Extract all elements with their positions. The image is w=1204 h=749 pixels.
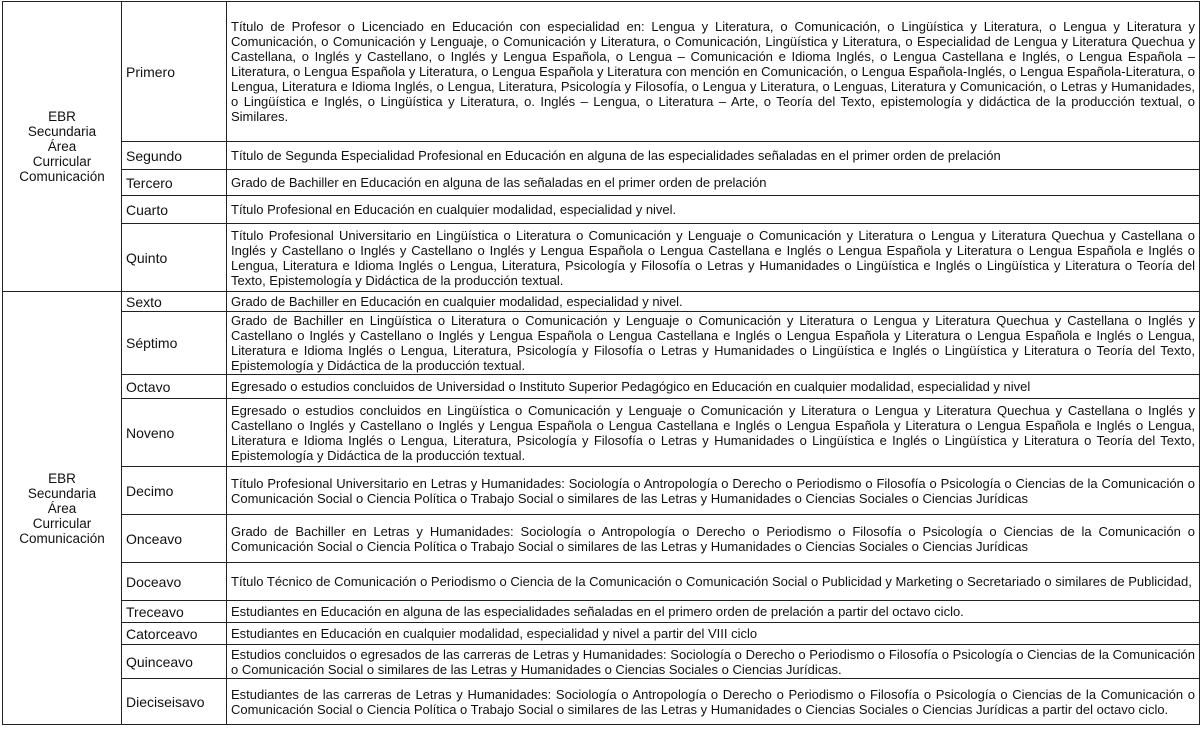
requirement-cell: Estudios concluidos o egresados de las carreras de Letras y Humanidades: Sociología o Derecho o Periodismo o Filosofía o Psicología o Ciencias de la Comunicación o Comunicación Social o similares de las Letras y Humanidades o Ciencias Sociales o Ciencias Jurídicas. [227,645,1200,679]
group-label-line: Curricular [32,154,92,169]
table-row [3,623,1200,645]
table-row [3,170,1200,196]
order-cell: Doceavo [122,563,227,601]
requirement-cell: Título Profesional en Educación en cualquier modalidad, especialidad y nivel. [227,196,1200,224]
order-cell: Onceavo [122,515,227,563]
group-label [3,2,122,292]
order-cell: Treceavo [122,601,227,623]
table-row [3,601,1200,623]
group-label-line: Secundaria [27,485,97,501]
order-cell: Noveno [122,399,227,467]
group-label-line: EBR [48,109,76,124]
table-row [3,224,1200,292]
table-row [3,375,1200,399]
requirement-cell: Título Técnico de Comunicación o Periodismo o Ciencia de la Comunicación o Comunicación Social o Publicidad y Marketing o Secretariado o similares de Publicidad, [227,563,1200,601]
order-cell: Sexto [122,292,227,312]
group-label [3,292,122,725]
requirement-cell: Estudiantes en Educación en cualquier modalidad, especialidad y nivel a partir del VIII ciclo [227,623,1200,645]
requirement-cell: Título Profesional Universitario en Lingüística o Literatura o Comunicación y Lenguaje o Comunicación y Literatura o Lengua y Literatura Quechua y Castellana o Inglés y Castellano o Inglés y Castellano o Inglés y Lengua Española o Lengua Castellana e Inglés o Lengua Española y Literatura o Lengua Española e Inglés o Lengua, Literatura e Idioma Inglés o Lengua, Literatura, Psicología y Filosofía o Letras y Humanidades o Lingüística e Inglés o Lingüística y Literatura o Teoría del Texto, Epistemología y Didáctica de la producción textual. [227,224,1200,292]
requirement-cell: Título de Segunda Especialidad Profesional en Educación en alguna de las especialidades señaladas en el primer orden de prelación [227,142,1200,170]
requirement-cell: Egresado o estudios concluidos en Lingüística o Comunicación y Lenguaje o Comunicación y Literatura o Lengua y Literatura Quechua y Castellana o Inglés y Castellano o Inglés y Castellano o Inglés y Lengua Española o Lengua Castellana e Inglés o Lengua Española y Literatura o Lengua Española e Inglés o Lengua, Literatura e Idioma Inglés o Lengua, Literatura, Psicología y Filosofía o Letras y Humanidades o Lingüística e Inglés o Lingüística y Literatura o Teoría del Texto, Epistemología y Didáctica de la producción textual. [227,399,1200,467]
order-cell: Catorceavo [122,623,227,645]
requirement-cell: Título Profesional Universitario en Letras y Humanidades: Sociología o Antropología o Derecho o Periodismo o Filosofía o Psicología o Ciencias de la Comunicación o Comunicación Social o Ciencia Política o Trabajo Social o similares de las Letras y Humanidades o Ciencias Sociales o Ciencias Jurídicas [227,467,1200,515]
table-row [3,515,1200,563]
table-row [3,196,1200,224]
table-row [3,292,1200,312]
order-cell: Dieciseisavo [122,679,227,725]
group-label-line: Comunicación [19,169,105,184]
order-cell: Quinceavo [122,645,227,679]
order-cell: Séptimo [122,312,227,375]
order-cell: Primero [122,2,227,142]
table-row [3,142,1200,170]
group-label-line: EBR [48,470,76,486]
order-cell: Octavo [122,375,227,399]
table-row [3,679,1200,725]
table-row [3,2,1200,142]
table-row [3,467,1200,515]
requirement-cell: Grado de Bachiller en Lingüística o Literatura o Comunicación y Lenguaje o Comunicación y Literatura o Lengua y Literatura Quechua y Castellana o Inglés y Castellano o Inglés y Castellano o Inglés y Lengua Española o Lengua Castellana e Inglés o Lengua Española y Literatura o Lengua Española e Inglés o Lengua, Literatura e Idioma Inglés o Lengua, Literatura, Psicología y Filosofía o Letras y Humanidades o Lingüística e Inglés o Lingüística y Literatura o Teoría del Texto, Epistemología y Didáctica de la producción textual. [227,312,1200,375]
requirement-cell: Título de Profesor o Licenciado en Educación con especialidad en: Lengua y Literatura, o Comunicación, o Lingüística y Literatura, o Lengua y Literatura y Comunicación, o Comunicación y Lenguaje, o Comunicación y Literatura, o Comunicación, Lingüística y Literatura, o Especialidad de Lengua y Literatura Quechua y Castellana, o Inglés y Castellano, o Inglés y Lengua Española, o Lengua – Comunicación e Idioma Inglés, o Lengua Castellana e Inglés, o Lengua Española – Literatura, o Lengua Española y Literatura, o Lengua Española y Literatura con mención en Comunicación, o Lengua Española-Inglés, o Lengua Española-Literatura, o Lengua, Literatura e Idioma Inglés, o Lengua, Literatura, Psicología y Filosofía, o Lengua y Literatura, o Lenguas, Literatura y Comunicación, o Letras y Humanidades, o Lingüística e Inglés, o Lingüística y Literatura, o. Inglés – Lengua, o Literatura – Arte, o Teoría del Texto, epistemología y didáctica de la producción textual, o Similares. [227,2,1200,142]
requirement-cell: Estudiantes en Educación en alguna de las especialidades señaladas en el primero orden de prelación a partir del octavo ciclo. [227,601,1200,623]
order-cell: Decimo [122,467,227,515]
requirement-cell: Estudiantes de las carreras de Letras y Humanidades: Sociología o Antropología o Derecho o Periodismo o Filosofía o Psicología o Ciencias de la Comunicación o Comunicación Social o Ciencia Política o Trabajo Social o similares de las Letras y Humanidades o Ciencias Sociales o Ciencias Jurídicas a partir del octavo ciclo. [227,679,1200,725]
requirement-cell: Egresado o estudios concluidos de Universidad o Instituto Superior Pedagógico en Educación en cualquier modalidad, especialidad y nivel [227,375,1200,399]
prelation-table [2,1,1200,725]
requirement-cell: Grado de Bachiller en Educación en alguna de las señaladas en el primer orden de prelación [227,170,1200,196]
group-label-line: Área [47,500,77,516]
group-label-line: Curricular [32,515,92,531]
group-label-line: Secundaria [27,124,97,139]
order-cell: Segundo [122,142,227,170]
requirement-cell: Grado de Bachiller en Educación en cualquier modalidad, especialidad y nivel. [227,292,1200,312]
table-row [3,312,1200,375]
group-label-line: Área [47,139,77,154]
table-row [3,563,1200,601]
table-row [3,645,1200,679]
order-cell: Tercero [122,170,227,196]
order-cell: Cuarto [122,196,227,224]
requirement-cell: Grado de Bachiller en Letras y Humanidades: Sociología o Antropología o Derecho o Periodismo o Filosofía o Psicología o Ciencias de la Comunicación o Comunicación Social o Ciencia Política o Trabajo Social o similares de las Letras y Humanidades o Ciencias Sociales o Ciencias Jurídicas [227,515,1200,563]
order-cell: Quinto [122,224,227,292]
group-label-line: Comunicación [19,530,105,546]
table-row [3,399,1200,467]
